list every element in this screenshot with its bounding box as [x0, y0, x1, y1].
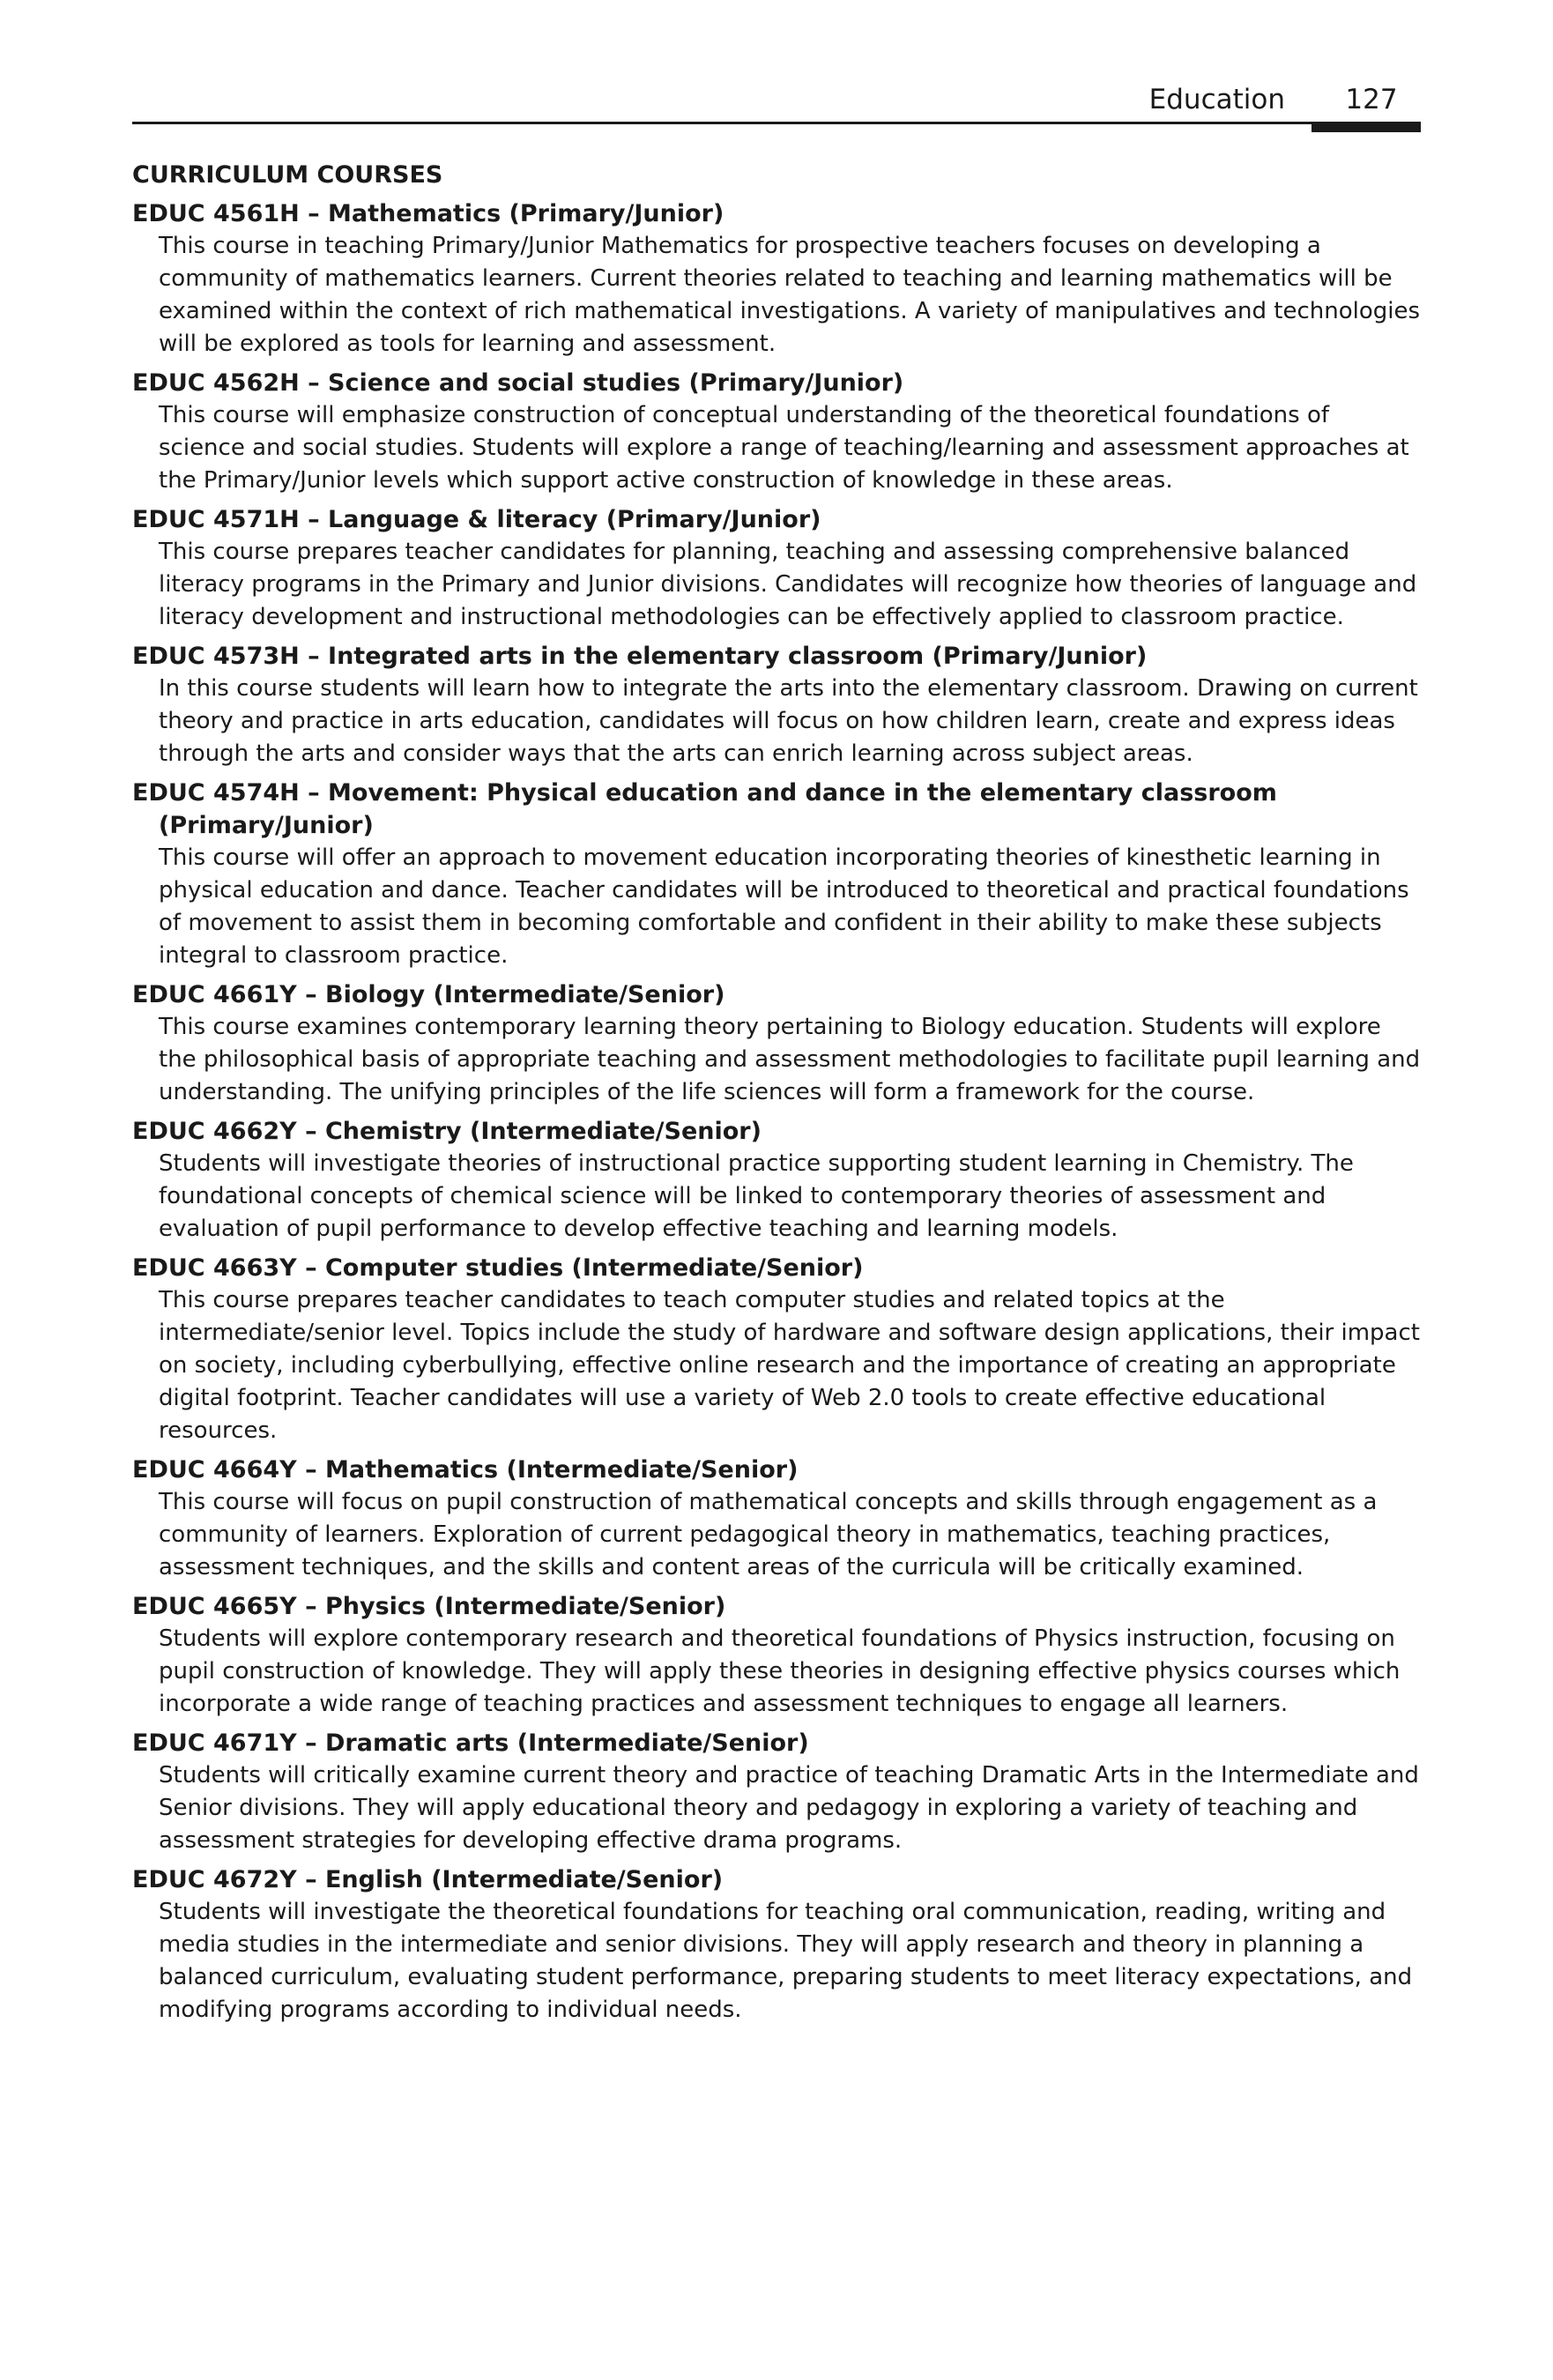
course-title: EDUC 4662Y – Chemistry (Intermediate/Senior): [132, 1118, 762, 1145]
course-description: This course prepares teacher candidates to teach computer studies and related topics at the intermediate/senior level. Topics include the study of hardware and software design applications, their impact on society, including cyberbullying, effective online research and the importance of creating an appropriate digital footprint. Teacher candidates will use a variety of Web 2.0 tools to create effective educational resources.: [159, 1287, 1420, 1444]
course-description: Students will investigate the theoretical foundations for teaching oral communication, reading, writing and media studies in the intermediate and senior divisions. They will apply research and theory in planning a balanced curriculum, evaluating student performance, preparing students to meet literacy expectations, and modifying programs according to individual needs.: [159, 1899, 1413, 2023]
course-entry: [132, 1252, 1421, 1447]
course-entry: [132, 777, 1421, 972]
course-entry: [132, 1863, 1421, 2027]
course-description: This course will emphasize construction of conceptual understanding of the theoretical foundations of science and social studies. Students will explore a range of teaching/learning and assessment approaches at the Primary/Junior levels which support active construction of knowledge in these areas.: [159, 402, 1409, 494]
course-description: This course in teaching Primary/Junior Mathematics for prospective teachers focuses on developing a community of mathematics learners. Current theories related to teaching and learning mathematics will be examined within the context of rich mathematical investigations. A variety of manipulatives and technologies will be explored as tools for learning and assessment.: [159, 233, 1421, 357]
header-rule: [132, 122, 1421, 124]
page-content: [132, 159, 1421, 2027]
course-description: This course will focus on pupil construction of mathematical concepts and skills through engagement as a community of learners. Exploration of current pedagogical theory in mathematics, teaching practices, assessment techniques, and the skills and content areas of the curricula will be critically examined.: [159, 1489, 1378, 1580]
course-entry: [132, 978, 1421, 1109]
course-description: This course examines contemporary learning theory pertaining to Biology education. Students will explore the philosophical basis of appropriate teaching and assessment methodologies to facilitate pupil learning and understanding. The unifying principles of the life sciences will form a framework for the course.: [159, 1014, 1421, 1105]
course-description: This course prepares teacher candidates for planning, teaching and assessing comprehensive balanced literacy programs in the Primary and Junior divisions. Candidates will recognize how theories of language and literacy development and instructional methodologies can be effectively applied to classroom practice.: [159, 539, 1417, 630]
course-entry: [132, 640, 1421, 770]
course-title: EDUC 4664Y – Mathematics (Intermediate/Senior): [132, 1456, 799, 1484]
course-title: EDUC 4571H – Language & literacy (Primary/Junior): [132, 506, 821, 533]
running-head: [1149, 78, 1421, 122]
course-entry: [132, 367, 1421, 497]
course-description: This course will offer an approach to movement education incorporating theories of kinesthetic learning in physical education and dance. Teacher candidates will be introduced to theoretical and practical foundations of movement to assist them in becoming comfortable and confident in their ability to make these subjects integral to classroom practice.: [159, 844, 1409, 969]
course-entry: [132, 1590, 1421, 1721]
course-title: EDUC 4665Y – Physics (Intermediate/Senior): [132, 1593, 726, 1620]
page-header: [132, 78, 1421, 132]
course-description: Students will critically examine current theory and practice of teaching Dramatic Arts in the Intermediate and Senior divisions. They will apply educational theory and pedagogy in exploring a variety of teaching and assessment strategies for developing effective drama programs.: [159, 1762, 1419, 1854]
course-title: EDUC 4663Y – Computer studies (Intermediate/Senior): [132, 1254, 864, 1282]
course-entry: [132, 503, 1421, 634]
course-entry: [132, 1115, 1421, 1246]
page-number: 127: [1345, 84, 1398, 115]
header-tab-bar: [1312, 122, 1421, 132]
section-title: CURRICULUM COURSES: [132, 161, 443, 189]
course-title: EDUC 4573H – Integrated arts in the elementary classroom (Primary/Junior): [132, 643, 1148, 670]
course-title: EDUC 4561H – Mathematics (Primary/Junior): [132, 200, 724, 227]
course-description: In this course students will learn how to integrate the arts into the elementary classroom. Drawing on current theory and practice in arts education, candidates will focus on how children learn, create and express ideas through the arts and consider ways that the arts can enrich learning across subject areas.: [159, 675, 1418, 767]
course-title: EDUC 4672Y – English (Intermediate/Senior): [132, 1866, 724, 1893]
course-entry: [132, 1727, 1421, 1857]
course-title: EDUC 4574H – Movement: Physical education and dance in the elementary classroom (Primary/Junior): [132, 779, 1277, 839]
course-entry: [132, 197, 1421, 361]
course-entry: [132, 1454, 1421, 1584]
running-head-section: Education: [1148, 84, 1285, 115]
course-title: EDUC 4661Y – Biology (Intermediate/Senior): [132, 981, 725, 1008]
course-description: Students will explore contemporary research and theoretical foundations of Physics instruction, focusing on pupil construction of knowledge. They will apply these theories in designing effective physics courses which incorporate a wide range of teaching practices and assessment techniques to engage all learners.: [159, 1625, 1401, 1717]
course-title: EDUC 4671Y – Dramatic arts (Intermediate/Senior): [132, 1729, 809, 1757]
course-title: EDUC 4562H – Science and social studies (Primary/Junior): [132, 369, 904, 397]
course-description: Students will investigate theories of instructional practice supporting student learning in Chemistry. The foundational concepts of chemical science will be linked to contemporary theories of assessment and evaluation of pupil performance to develop effective teaching and learning models.: [159, 1150, 1354, 1242]
